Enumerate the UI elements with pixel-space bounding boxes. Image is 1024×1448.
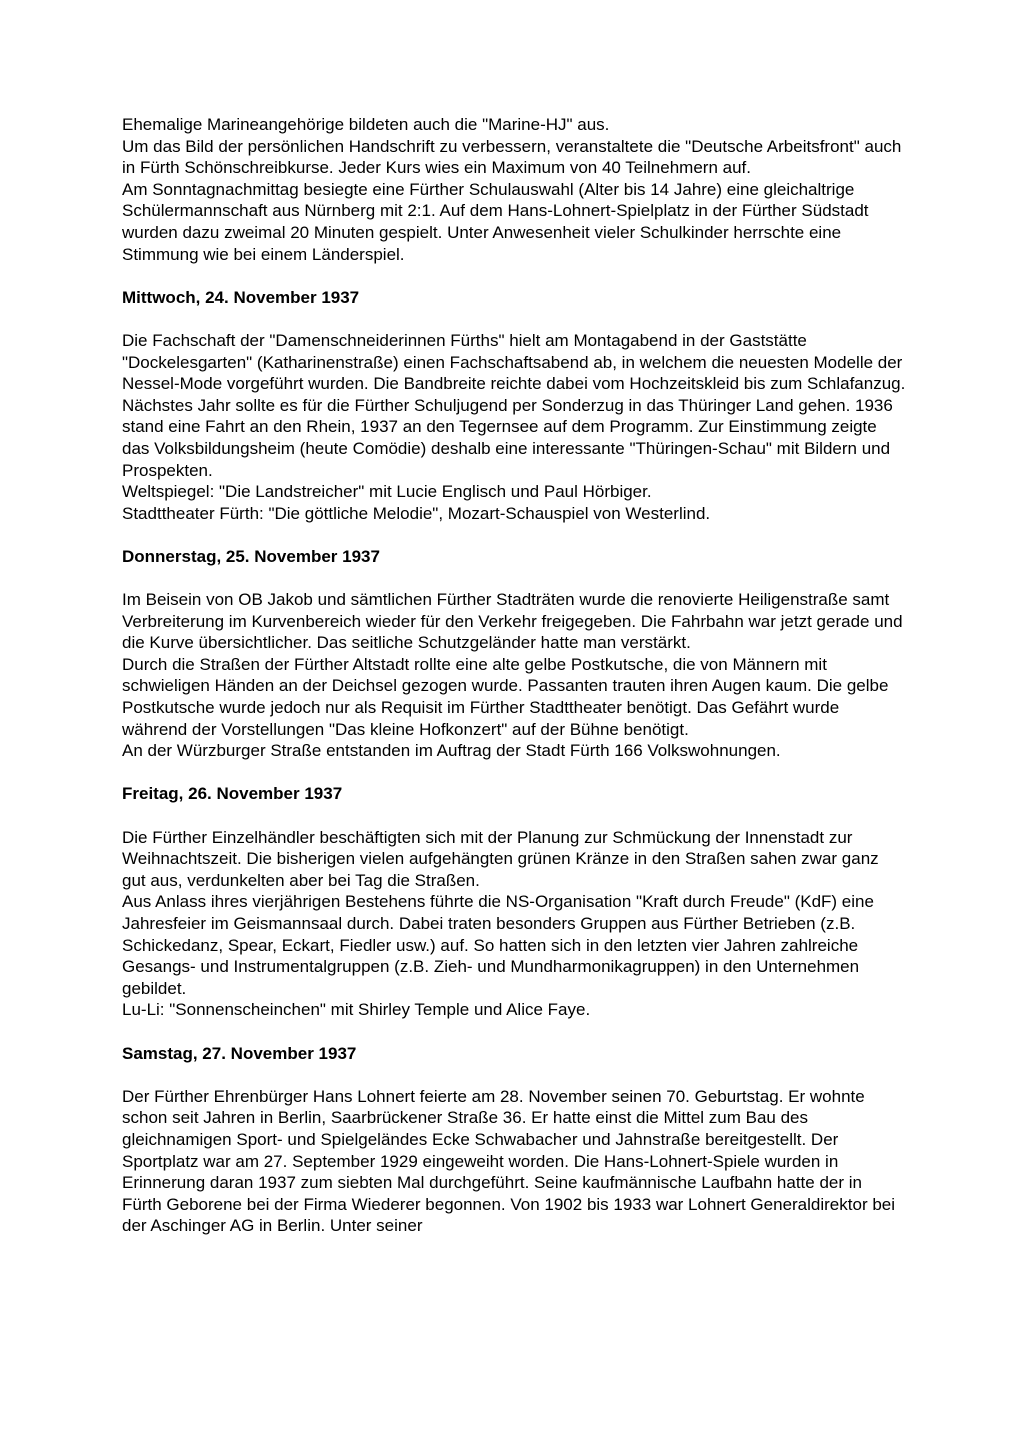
section-heading: Freitag, 26. November 1937 (122, 784, 343, 804)
document-content (122, 114, 906, 1237)
paragraph: Im Beisein von OB Jakob und sämtlichen Fürther Stadträten wurde die renovierte Heiligenstraße samt Verbreiterung im Kurvenbereich wieder für den Verkehr freigegeben. Die Fahrbahn war jetzt gerade und die Kurve übersichtlicher. Das seitliche Schutzgeländer hatte man verstärkt. (122, 590, 903, 653)
section-heading: Samstag, 27. November 1937 (122, 1043, 357, 1063)
paragraph: Ehemalige Marineangehörige bildeten auch die "Marine-HJ" aus. (122, 115, 610, 134)
paragraph: Weltspiegel: "Die Landstreicher" mit Lucie Englisch und Paul Hörbiger. (122, 482, 652, 502)
paragraph: Der Fürther Ehrenbürger Hans Lohnert feierte am 28. November seinen 70. Geburtstag. Er wohnte schon seit Jahren in Berlin, Saarbrückener Straße 36. Er hatte einst die Mittel zum Bau des gleichnamigen Sport- und Spielgeländes Ecke Schwabacher und Jahnstraße bereitgestellt. Der Sportplatz war am 27. September 1929 eingeweiht worden. Die Hans-Lohnert-Spiele wurden in Erinnerung daran 1937 zum siebten Mal durchgeführt. Seine kaufmännische Laufbahn hatte der in Fürth Geborene bei der Firma Wiederer begonnen. Von 1902 bis 1933 war Lohnert Generaldirektor bei der Aschinger AG in Berlin. Unter seiner (122, 1086, 896, 1236)
paragraph: Um das Bild der persönlichen Handschrift zu verbessern, veranstaltete die "Deutsche Arbeitsfront" auch in Fürth Schönschreibkurse. Jeder Kurs wies ein Maximum von 40 Teilnehmern auf. (122, 136, 902, 178)
paragraph: Stadttheater Fürth: "Die göttliche Melodie", Mozart-Schauspiel von Westerlind. (122, 503, 711, 523)
paragraph: Lu-Li: "Sonnenscheinchen" mit Shirley Temple und Alice Faye. (122, 1000, 591, 1020)
paragraph: Die Fürther Einzelhändler beschäftigten sich mit der Planung zur Schmückung der Innenstadt zur Weihnachtszeit. Die bisherigen vielen aufgehängten grünen Kränze in den Straßen sahen zwar ganz gut aus, verdunkelten aber bei Tag die Straßen. (122, 827, 879, 890)
paragraph: Am Sonntagnachmittag besiegte eine Fürther Schulauswahl (Alter bis 14 Jahre) eine gleichaltrige Schülermannschaft aus Nürnberg mit 2:1. Auf dem Hans-Lohnert-Spielplatz in der Fürther Südstadt wurden dazu zweimal 20 Minuten gespielt. Unter Anwesenheit vieler Schulkinder herrschte eine Stimmung wie bei einem Länderspiel. (122, 179, 869, 264)
paragraph: Aus Anlass ihres vierjährigen Bestehens führte die NS-Organisation "Kraft durch Freude" (KdF) eine Jahresfeier im Geismannsaal durch. Dabei traten besonders Gruppen aus Fürther Betrieben (z.B. Schickedanz, Spear, Eckart, Fiedler usw.) auf. So hatten sich in den letzten vier Jahren zahlreiche Gesangs- und Instrumentalgruppen (z.B. Zieh- und Mundharmonikagruppen) in den Unternehmen gebildet. (122, 892, 874, 998)
paragraph: An der Würzburger Straße entstanden im Auftrag der Stadt Fürth 166 Volkswohnungen. (122, 741, 781, 761)
paragraph: Durch die Straßen der Fürther Altstadt rollte eine alte gelbe Postkutsche, die von Männern mit schwieligen Händen an der Deichsel gezogen wurde. Passanten trauten ihren Augen kaum. Die gelbe Postkutsche wurde jedoch nur als Requisit im Fürther Stadttheater benötigt. Das Gefährt wurde während der Vorstellungen "Das kleine Hofkonzert" auf der Bühne benötigt. (122, 654, 889, 739)
paragraph: Nächstes Jahr sollte es für die Fürther Schuljugend per Sonderzug in das Thüringer Land gehen. 1936 stand eine Fahrt an den Rhein, 1937 an den Tegernsee auf dem Programm. Zur Einstimmung zeigte das Volksbildungsheim (heute Comödie) deshalb eine interessante "Thüringen-Schau" mit Bildern und Prospekten. (122, 395, 893, 480)
section-heading: Donnerstag, 25. November 1937 (122, 546, 380, 566)
paragraph: Die Fachschaft der "Damenschneiderinnen Fürths" hielt am Montagabend in der Gaststätte "Dockelesgarten" (Katharinenstraße) einen Fachschaftsabend ab, in welchem die neuesten Modelle der Nessel-Mode vorgeführt wurden. Die Bandbreite reichte dabei vom Hochzeitskleid bis zum Schlafanzug. (122, 330, 906, 394)
section-heading: Mittwoch, 24. November 1937 (122, 287, 360, 307)
